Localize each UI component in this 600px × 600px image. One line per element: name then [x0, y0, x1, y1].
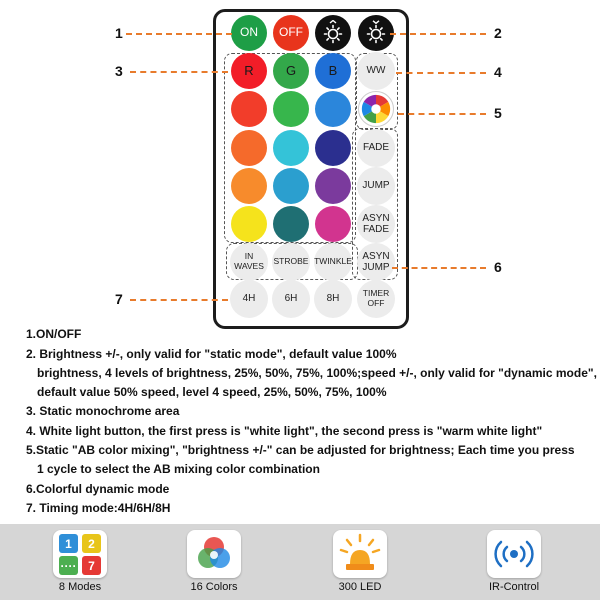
color-button-r4c2[interactable]	[315, 168, 351, 204]
color-button-r5c2[interactable]	[315, 206, 351, 242]
color-button-r[interactable]: R	[231, 53, 267, 89]
fade-button[interactable]: FADE	[357, 129, 395, 167]
brightness-up-icon	[320, 20, 346, 46]
mode-tile: 7	[82, 556, 101, 575]
color-wheel-icon	[359, 91, 393, 127]
feature-label-modes: 8 Modes	[58, 581, 102, 593]
feature-strip	[0, 524, 600, 600]
legend-line-3: 3. Static monochrome area	[26, 404, 180, 418]
strobe-button[interactable]: STROBE	[272, 243, 310, 281]
color-button-r5c1[interactable]	[273, 206, 309, 242]
ir-signal-svg	[487, 530, 541, 578]
6h-button[interactable]: 6H	[272, 280, 310, 318]
modes-icon	[53, 530, 107, 578]
brightness-down-button[interactable]	[358, 15, 394, 51]
color-button-r4c1[interactable]	[273, 168, 309, 204]
rgb-circles-svg	[187, 530, 241, 578]
color-button-r2c1[interactable]	[273, 91, 309, 127]
led-light-icon	[333, 530, 387, 578]
4h-button[interactable]: 4H	[230, 280, 268, 318]
legend-line-5b: 1 cycle to select the AB mixing color combination	[37, 462, 320, 476]
callout-number-3: 3	[115, 63, 123, 79]
feature-label-led: 300 LED	[338, 581, 382, 593]
callout-line-4	[396, 72, 486, 74]
asyn-jump-button[interactable]: ASYN JUMP	[357, 243, 395, 281]
color-button-r3c1[interactable]	[273, 130, 309, 166]
legend-line-1: 1.ON/OFF	[26, 327, 82, 341]
color-button-r2c2[interactable]	[315, 91, 351, 127]
callout-line-5	[398, 113, 486, 115]
ab-color-mixing-button[interactable]	[358, 91, 394, 127]
color-button-b[interactable]: B	[315, 53, 351, 89]
legend-line-4: 4. White light button, the first press is "white light", the second press is "warm white light"	[26, 424, 543, 438]
callout-number-7: 7	[115, 291, 123, 307]
legend-line-7: 7. Timing mode:4H/6H/8H	[26, 501, 171, 515]
8h-button[interactable]: 8H	[314, 280, 352, 318]
color-button-r3c0[interactable]	[231, 130, 267, 166]
rgb-circles-icon	[187, 530, 241, 578]
legend-line-2b: brightness, 4 levels of brightness, 25%, 50%, 75%, 100%;speed +/-, only valid for "dynamic mode",	[37, 366, 597, 380]
in-waves-button[interactable]: IN WAVES	[230, 243, 268, 281]
legend-line-6: 6.Colorful dynamic mode	[26, 482, 170, 496]
callout-number-6: 6	[494, 259, 502, 275]
feature-label-colors: 16 Colors	[190, 581, 238, 593]
callout-line-2	[390, 33, 486, 35]
brightness-up-button[interactable]	[315, 15, 351, 51]
asyn-fade-button[interactable]: ASYN FADE	[357, 205, 395, 243]
callout-number-2: 2	[494, 25, 502, 41]
ir-signal-icon	[487, 530, 541, 578]
timer-off-button[interactable]: TIMER OFF	[357, 280, 395, 318]
color-button-r3c2[interactable]	[315, 130, 351, 166]
callout-number-4: 4	[494, 64, 502, 80]
callout-number-1: 1	[115, 25, 123, 41]
feature-label-ir: IR-Control	[488, 581, 540, 593]
callout-line-7	[130, 299, 228, 301]
mode-tile: 2	[82, 534, 101, 553]
brightness-down-icon	[363, 20, 389, 46]
ww-button[interactable]: WW	[357, 52, 395, 90]
color-button-g[interactable]: G	[273, 53, 309, 89]
twinkle-button[interactable]: TWINKLE	[314, 243, 352, 281]
mode-tile: 1	[59, 534, 78, 553]
feature-ir-control	[464, 530, 564, 593]
mode-tile: ····	[59, 556, 78, 575]
callout-line-3	[130, 71, 228, 73]
led-light-svg	[333, 530, 387, 578]
legend-line-2c: default value 50% speed, level 4 speed, 25%, 50%, 75%, 100%	[37, 385, 387, 399]
feature-300-led	[310, 530, 410, 593]
color-button-r4c0[interactable]	[231, 168, 267, 204]
off-button[interactable]: OFF	[273, 15, 309, 51]
legend-line-5: 5.Static "AB color mixing", "brightness +/-" can be adjusted for brightness; Each time you press	[26, 443, 575, 457]
feature-16-colors	[164, 530, 264, 593]
legend-line-2: 2. Brightness +/-, only valid for "static mode", default value 100%	[26, 347, 397, 361]
feature-8-modes	[30, 530, 130, 593]
callout-number-5: 5	[494, 105, 502, 121]
color-button-r2c0[interactable]	[231, 91, 267, 127]
color-button-r5c0[interactable]	[231, 206, 267, 242]
callout-line-1	[126, 33, 232, 35]
on-button[interactable]: ON	[231, 15, 267, 51]
jump-button[interactable]: JUMP	[357, 167, 395, 205]
callout-line-6	[392, 267, 486, 269]
